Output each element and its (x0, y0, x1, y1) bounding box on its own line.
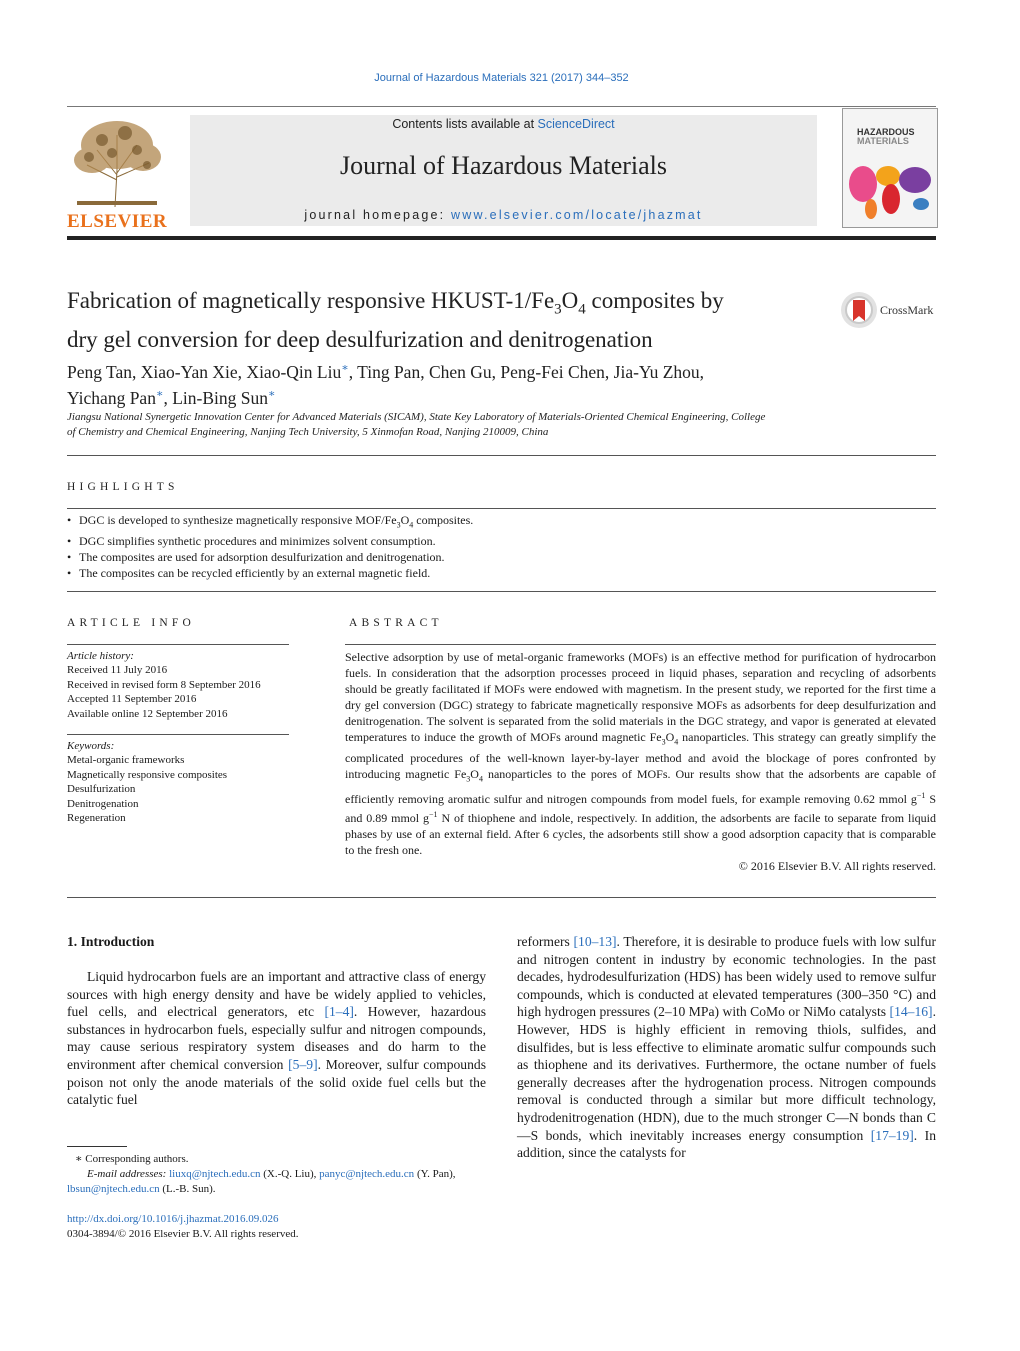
abstract-heading: ABSTRACT (349, 617, 443, 629)
keyword: Magnetically responsive composites (67, 768, 228, 781)
author-names: Peng Tan, Xiao-Yan Xie, Xiao-Qin Liu (67, 361, 342, 382)
title-text: composites by (585, 288, 724, 313)
doi-link[interactable]: http://dx.doi.org/10.1016/j.jhazmat.2016.09.026 (67, 1213, 279, 1225)
history-online: Available online 12 September 2016 (67, 707, 228, 720)
keyword: Desulfurization (67, 783, 136, 796)
email-link[interactable]: liuxq@njtech.edu.cn (169, 1168, 261, 1180)
history-received: Received 11 July 2016 (67, 664, 168, 677)
author-list (67, 357, 927, 409)
homepage-link[interactable]: www.elsevier.com/locate/jhazmat (451, 208, 703, 222)
highlights-list (67, 512, 936, 581)
top-rule (67, 106, 936, 107)
title-sub: 4 (578, 301, 586, 318)
divider (67, 455, 936, 456)
doi-block (67, 1212, 299, 1242)
author-names: , Lin-Bing Sun (163, 387, 268, 408)
keywords (67, 739, 307, 825)
title-line-2: dry gel conversion for deep desulfurization and denitrogenation (67, 326, 653, 352)
history-revised: Received in revised form 8 September 2016 (67, 678, 261, 691)
divider (67, 508, 936, 509)
corresponding-mark[interactable]: ∗ (155, 387, 164, 400)
crossmark-icon (840, 291, 878, 329)
divider (67, 734, 289, 735)
affiliation-line: Jiangsu National Synergetic Innovation Center for Advanced Materials (SICAM), State Key Laboratory of Materials-Oriented Chemical Engineering, College (67, 411, 766, 423)
masthead-rule (67, 236, 936, 240)
keyword: Metal-organic frameworks (67, 754, 185, 767)
homepage-line (190, 208, 817, 222)
article-title (67, 286, 827, 355)
reference-link[interactable]: [1–4] (324, 1004, 354, 1020)
history-label: Article history: (67, 650, 134, 662)
reference-link[interactable]: [17–19] (870, 1127, 914, 1143)
article-info-heading: ARTICLE INFO (67, 617, 195, 629)
copyright-line: © 2016 Elsevier B.V. All rights reserved. (738, 858, 936, 873)
author-names: Yichang Pan (67, 387, 156, 408)
keyword: Denitrogenation (67, 797, 139, 810)
reference-link[interactable]: [5–9] (288, 1056, 318, 1072)
keywords-label: Keywords: (67, 740, 115, 752)
journal-citation[interactable]: Journal of Hazardous Materials 321 (2017) 344–352 (374, 72, 629, 84)
cover-title-1: HAZARDOUS (857, 127, 915, 137)
elsevier-logo (67, 115, 167, 230)
highlight-item: • The composites are used for adsorption desulfurization and denitrogenation. (67, 549, 936, 565)
journal-title: Journal of Hazardous Materials (339, 151, 668, 180)
journal-cover[interactable] (842, 108, 938, 228)
corresponding-mark[interactable]: ∗ (267, 387, 276, 400)
masthead-box (190, 115, 817, 226)
intro-heading: 1. Introduction (67, 934, 155, 949)
homepage-prefix: journal homepage: (304, 208, 451, 222)
author-names: , Ting Pan, Chen Gu, Peng-Fei Chen, Jia-Yu Zhou, (348, 361, 705, 382)
affiliation (67, 410, 936, 440)
elsevier-wordmark: ELSEVIER (67, 211, 168, 232)
title-text: Fabrication of magnetically responsive HKUST-1/Fe (67, 288, 555, 313)
divider (67, 644, 289, 645)
email-link[interactable]: panyc@njtech.edu.cn (319, 1168, 415, 1180)
highlight-item: • The composites can be recycled efficiently by an external magnetic field. (67, 565, 936, 581)
elsevier-tree-icon (67, 115, 167, 210)
keyword: Regeneration (67, 812, 126, 825)
divider (345, 644, 936, 645)
email-label: E-mail addresses: (87, 1168, 170, 1180)
abstract-text: Selective adsorption by use of metal-organic frameworks (MOFs) is an effective method for purification of hydrocarbon fuels. In consideration that the adsorption processes proceed in liquid phases, separation and recycling of adsorbents should be greatly facilitated if MOFs were endowed with magnetism. In the present study, we reported for the first time a dry gel conversion (DGC) strategy to fabricate magnetically responsive MOFs as adsorbents for deep desulfurization and denitrogenation. The solvent is separated from the solid materials in the DGC strategy, and vapor is generated at elevated temperatures to induce the growth of MOFs around magnetic $Fe_3O_4$ nanoparticles. This strategy can greatly simplify the complicated procedures of the well-known layer-by-layer method and avoid the blockage of pores confronted by introducing magnetic $Fe_3O_4$ nanoparticles to the pores of MOFs. Our results show that the adsorbents are capable of efficiently removing aromatic sulfur and nitrogen compounds from model fuels, for example removing 0.62 mmol $g^{-1}$ S and 0.89 mmol $g^{-1}$ N of thiophene and indole, respectively. In addition, the adsorbents are facile to separate from liquid phases by use of an external field. After 6 cycles, the adsorbents still show a good adsorption capacity that is comparable to the fresh one. © 2016 Elsevier B.V. All rights reserved. (345, 650, 937, 873)
corresponding-note: ∗ Corresponding authors. (75, 1153, 189, 1165)
highlight-item: • DGC simplifies synthetic procedures and minimizes solvent consumption. (67, 533, 936, 549)
contents-prefix: Contents lists available at (392, 117, 538, 131)
crossmark-badge[interactable] (840, 291, 940, 329)
affiliation-line: of Chemistry and Chemical Engineering, Nanjing Tech University, 5 Xinmofan Road, Nanjing 210009, China (67, 426, 549, 438)
sciencedirect-link[interactable]: ScienceDirect (537, 117, 615, 131)
article-history (67, 649, 307, 721)
intro-col2: reformers [10–13]. Therefore, it is desirable to produce fuels with low sulfur and nitrogen content in industry by economic technologies. In the past decades, hydrodesulfurization (HDS) has been widely used to remove sulfur compounds, which is conducted at elevated temperatures (300–350 °C) and high hydrogen pressures (2–10 MPa) with CoMo or NiMo catalysts [14–16]. However, HDS is highly efficient in removing thiols, sulfides, and disulfides, but is less effective to eliminate aromatic sulfur compounds such as thiophene and its derivatives. Furthermore, the octane number of fuels generally decreases after the hydrogenation process. Nitrogen compounds removal is conducted through a similar but more difficult technology, hydrodenitrogenation (HDN), due to the much stronger C—N bonds than C—S bonds, which inevitably increases energy consumption [17–19]. In addition, since the catalysts for (517, 934, 936, 1161)
issn-line: 0304-3894/© 2016 Elsevier B.V. All rights reserved. (67, 1228, 299, 1240)
divider (67, 897, 936, 898)
title-sub: 3 (554, 301, 562, 318)
title-text: O (561, 288, 579, 313)
footnote: ∗ Corresponding authors. E-mail addresses: liuxq@njtech.edu.cn (X.-Q. Liu), panyc@njtech.edu.cn (Y. Pan), lbsun@njtech.edu.cn (L.-B. Sun). (67, 1152, 486, 1197)
cover-title-2: MATERIALS (857, 136, 909, 146)
email-link[interactable]: lbsun@njtech.edu.cn (67, 1183, 160, 1195)
contents-line (190, 117, 817, 131)
highlight-item: • DGC is developed to synthesize magnetically responsive MOF/$Fe_3O_4$ composites. (67, 512, 936, 533)
cover-world-map-icon (843, 154, 937, 227)
crossmark-label: CrossMark (880, 303, 934, 317)
highlights-heading: HIGHLIGHTS (67, 481, 179, 493)
reference-link[interactable]: [10–13] (573, 934, 617, 949)
divider (67, 591, 936, 592)
footnote-rule (67, 1146, 127, 1147)
history-accepted: Accepted 11 September 2016 (67, 693, 197, 706)
intro-col1: Liquid hydrocarbon fuels are an important and attractive class of energy sources with high energy density and have be widely applied to vehicles, fuel cells, and electrical generators, etc [1–4]. However, hazardous substances in hydrocarbon fuels, especially sulfur and nitrogen compounds, may cause serious respiratory system diseases and do harm to the environment after chemical conversion [5–9]. Moreover, sulfur compounds poison not only the anode materials of the solid oxide fuel cells but the catalytic fuel (67, 969, 486, 1108)
reference-link[interactable]: [14–16] (889, 1004, 933, 1020)
corresponding-mark[interactable]: ∗ (341, 362, 349, 374)
